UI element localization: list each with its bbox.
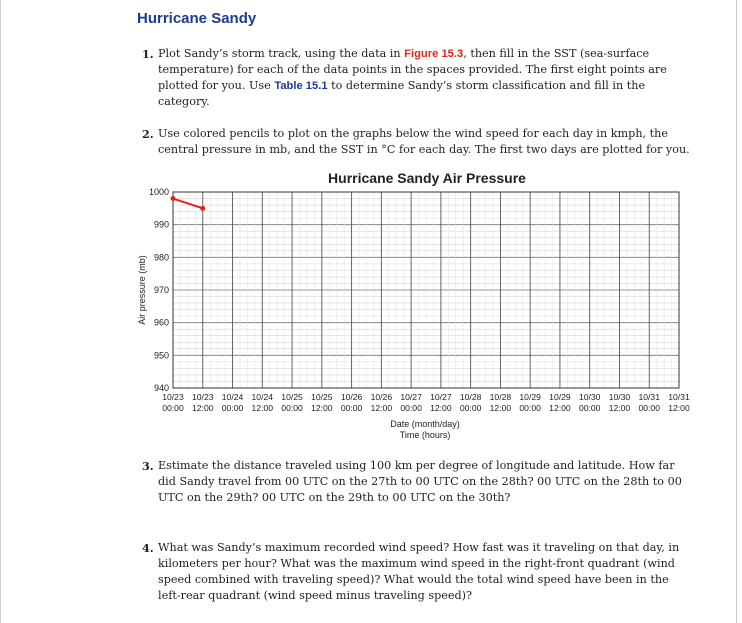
- y-tick-label: 960: [153, 317, 169, 328]
- y-tick-label: 980: [153, 252, 169, 263]
- question-1-part2: , then fill in the SST (sea-surface temperature) for each of the data points in the spaces provided. The first eight points are plotted for you. Use: [158, 47, 667, 92]
- x-tick-time: 12:00: [489, 403, 512, 413]
- x-tick-date: 10/29: [549, 392, 571, 402]
- x-tick-time: 00:00: [221, 403, 244, 413]
- y-axis-label: Air pressure (mb): [137, 255, 147, 325]
- x-tick-time: 12:00: [251, 403, 274, 413]
- x-tick-date: 10/25: [281, 392, 303, 402]
- section-heading: Hurricane Sandy: [137, 10, 257, 27]
- table-reference: Table 15.1: [274, 80, 328, 92]
- x-tick-date: 10/24: [251, 392, 274, 402]
- x-tick-time: 00:00: [578, 403, 601, 413]
- x-tick-date: 10/28: [459, 392, 482, 402]
- x-tick-date: 10/23: [162, 392, 184, 402]
- data-point: [171, 196, 176, 201]
- y-tick-labels: [149, 187, 169, 393]
- question-2-text: Use colored pencils to plot on the graphs below the wind speed for each day in kmph, the central pressure in mb, and the SST in °C for each day. The first two days are plotted for you.: [158, 127, 690, 156]
- y-tick-label: 970: [153, 285, 169, 295]
- x-tick-date: 10/27: [430, 392, 452, 402]
- question-1-part1: Plot Sandy’s storm track, using the data in: [158, 47, 405, 60]
- x-tick-date: 10/24: [221, 392, 244, 402]
- x-tick-time: 12:00: [311, 403, 333, 413]
- question-4-text: What was Sandy’s maximum recorded wind speed? How fast was it traveling on that day, in kilometers per hour? What was the maximum wind speed in the right-front quadrant (wind speed combined with traveling speed)? What would the total wind speed have been in the left-rear quadrant (wind speed minus traveling speed)?: [158, 541, 680, 602]
- question-3-text: Estimate the distance traveled using 100 km per degree of longitude and latitude. How far did Sandy travel from 00 UTC on the 27th to 00 UTC on the 28th? 00 UTC on the 28th to 00 UTC on the 29th? 00 UTC on the 29th to 00 UTC on the 30th?: [158, 459, 682, 504]
- x-tick-labels: [162, 392, 690, 413]
- x-tick-date: 10/30: [578, 392, 601, 402]
- x-tick-time: 00:00: [638, 403, 660, 413]
- x-tick-date: 10/26: [340, 392, 363, 402]
- x-tick-time: 12:00: [668, 403, 690, 413]
- y-tick-label: 990: [153, 219, 169, 230]
- y-tick-label: 940: [153, 383, 169, 393]
- x-tick-time: 00:00: [281, 403, 303, 413]
- x-tick-time: 12:00: [192, 403, 214, 413]
- x-tick-time: 12:00: [549, 403, 571, 413]
- question-3: [142, 458, 690, 506]
- x-tick-time: 12:00: [430, 403, 452, 413]
- question-1-part3: to determine Sandy’s storm classification and fill in the category.: [158, 79, 646, 108]
- x-tick-time: 00:00: [162, 403, 184, 413]
- x-tick-time: 12:00: [608, 403, 631, 413]
- x-tick-time: 00:00: [400, 403, 422, 413]
- figure-reference: Figure 15.3: [404, 48, 464, 60]
- question-4-number: 4.: [142, 541, 154, 555]
- question-3-number: 3.: [142, 459, 154, 473]
- x-tick-time: 12:00: [370, 403, 393, 413]
- chart-title: Hurricane Sandy Air Pressure: [328, 170, 526, 186]
- x-tick-date: 10/30: [608, 392, 631, 402]
- y-tick-label: 1000: [148, 187, 169, 197]
- x-axis-label-date: Date (month/day): [390, 419, 460, 429]
- x-tick-date: 10/26: [370, 392, 393, 402]
- x-tick-date: 10/31: [638, 392, 660, 402]
- x-tick-date: 10/31: [668, 392, 690, 402]
- x-tick-date: 10/23: [192, 392, 214, 402]
- x-tick-time: 00:00: [459, 403, 482, 413]
- x-tick-date: 10/27: [400, 392, 422, 402]
- chart-grid: [173, 192, 679, 388]
- question-1-number: 1.: [142, 47, 154, 61]
- x-axis-label-time: Time (hours): [399, 430, 451, 440]
- y-tick-label: 950: [153, 350, 169, 361]
- x-tick-date: 10/28: [489, 392, 512, 402]
- x-tick-date: 10/25: [311, 392, 333, 402]
- x-tick-date: 10/29: [519, 392, 541, 402]
- x-tick-time: 00:00: [519, 403, 541, 413]
- x-tick-time: 00:00: [340, 403, 363, 413]
- data-point: [200, 206, 205, 211]
- question-4: [142, 540, 690, 604]
- question-2-number: 2.: [142, 127, 154, 141]
